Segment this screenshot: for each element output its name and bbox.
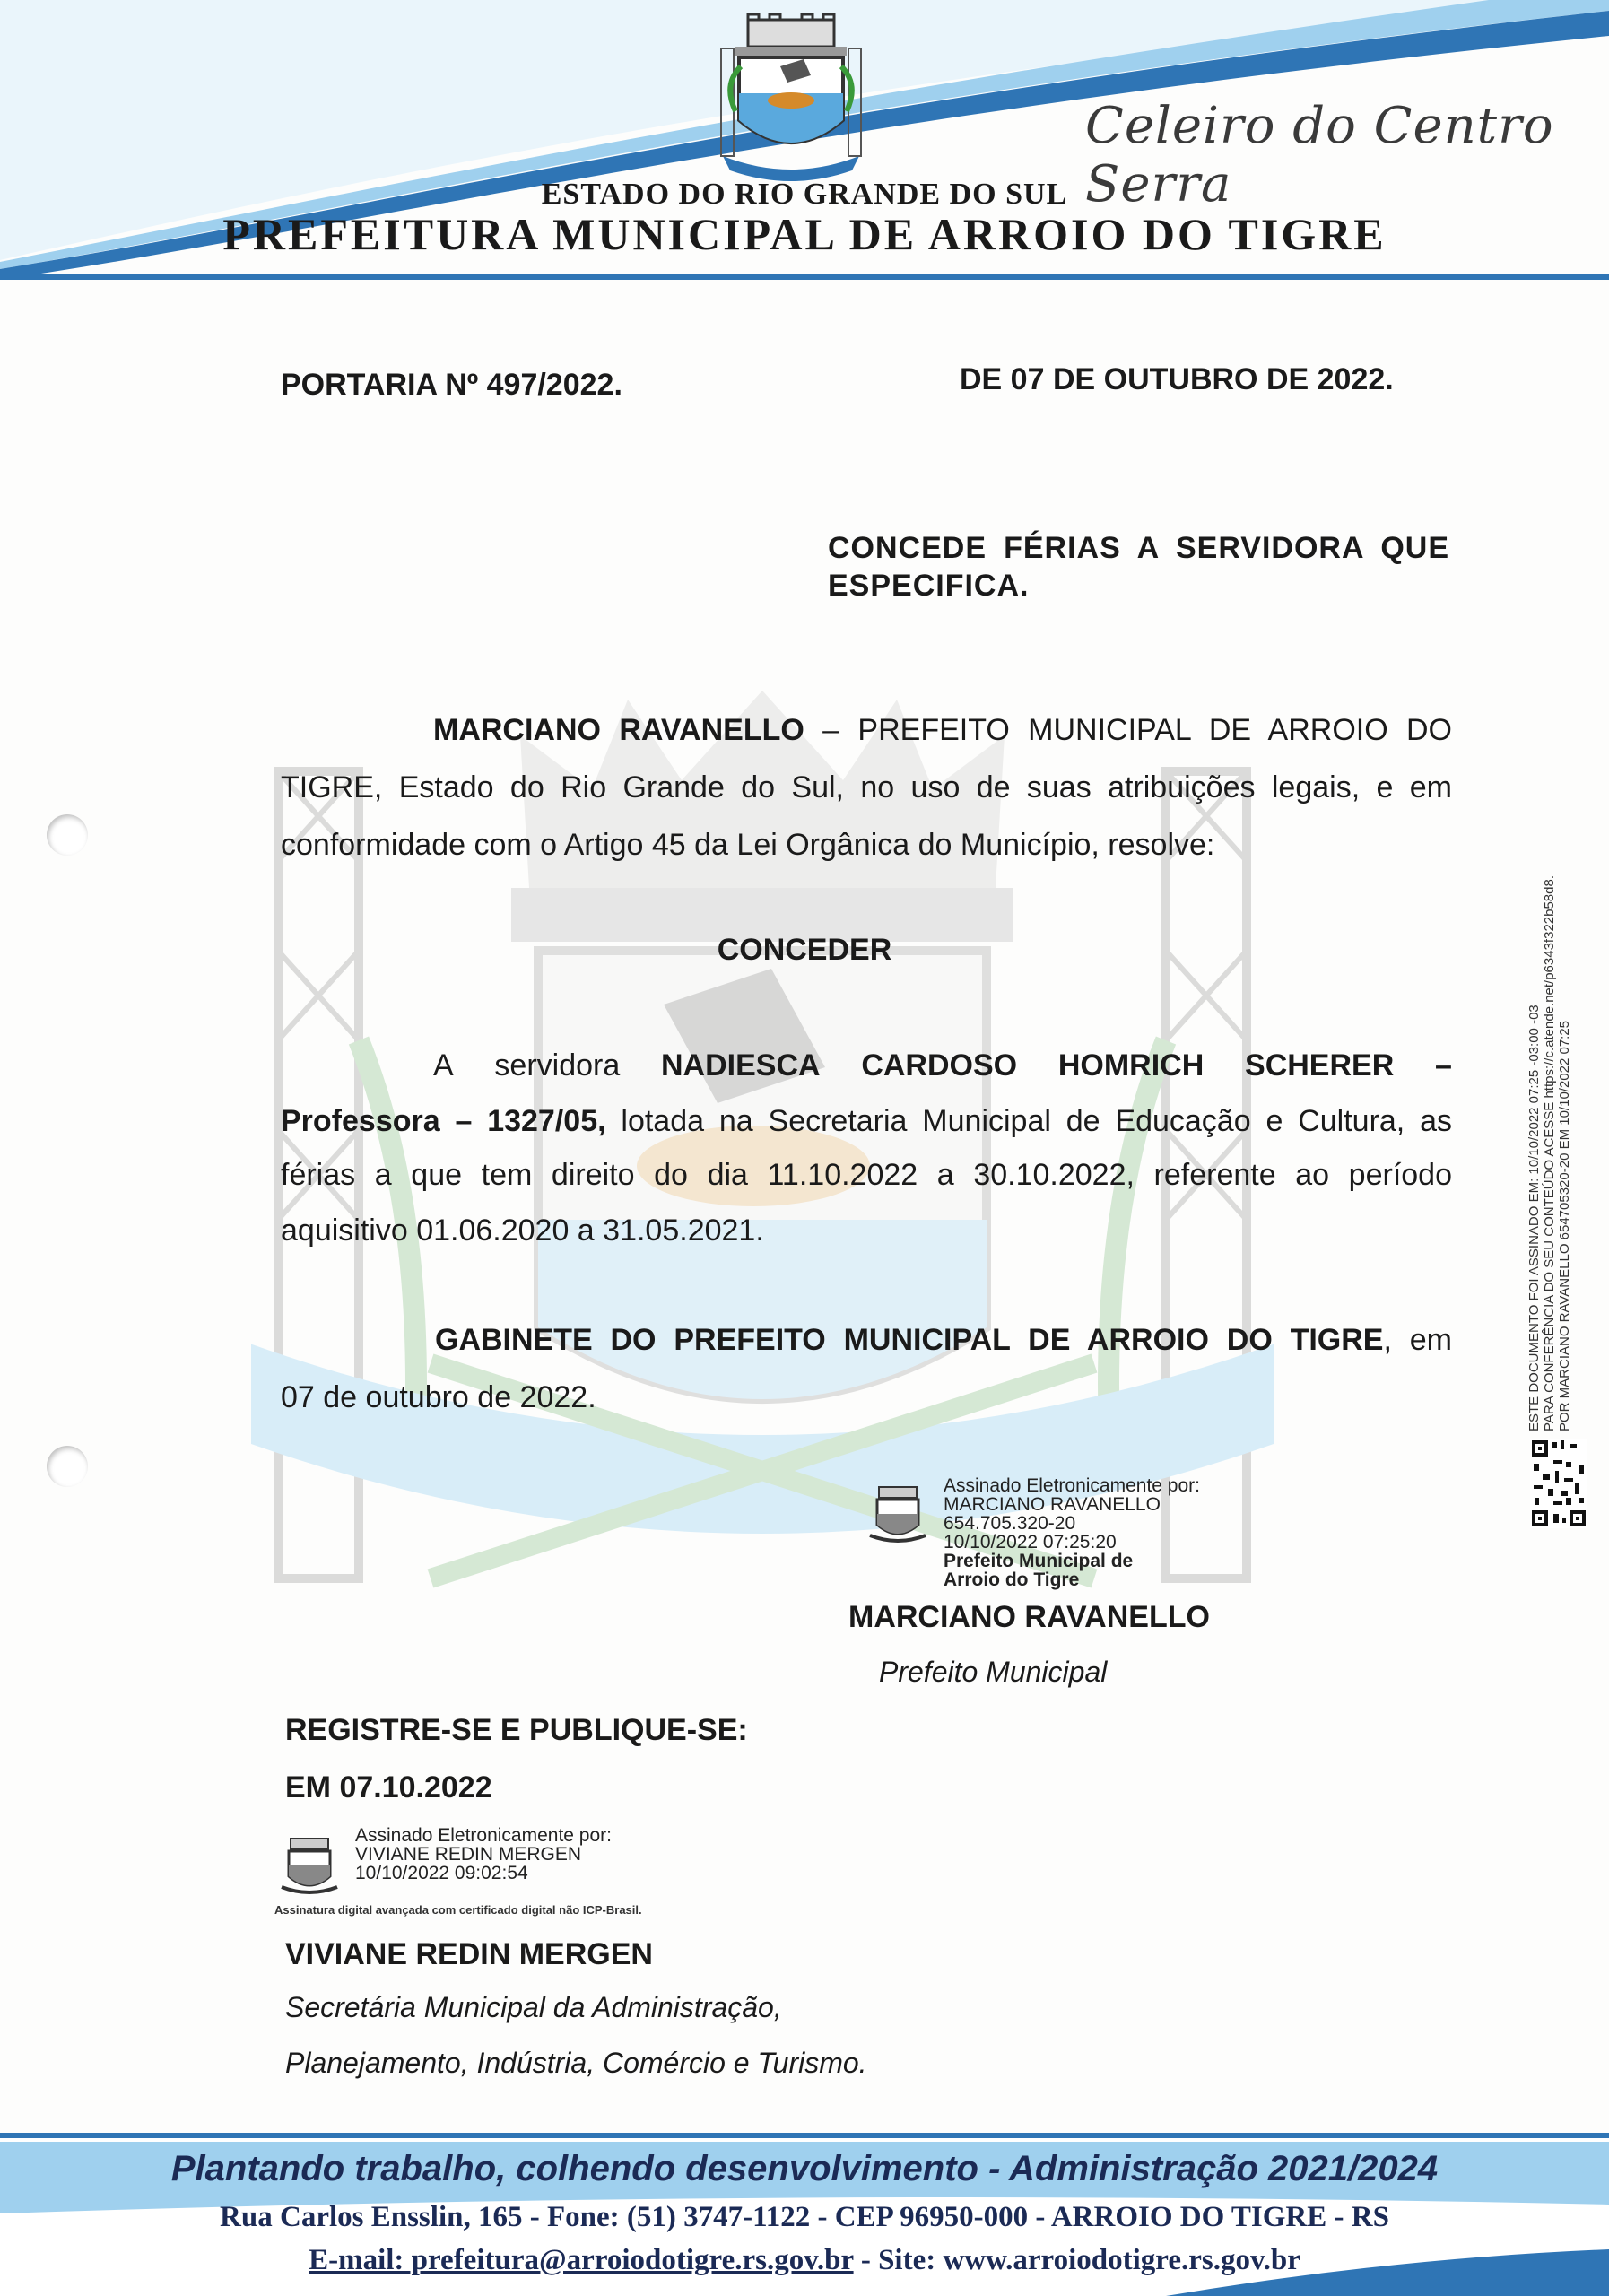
footer-address: Rua Carlos Ensslin, 165 - Fone: (51) 3747-1122 - CEP 96950-000 - ARROIO DO TIGRE - RS <box>220 2201 1389 2233</box>
servant-name-3: HOMRICH <box>1057 1048 1205 1083</box>
punch-hole-top <box>47 814 88 856</box>
verification-text <box>1526 875 1572 1431</box>
prefeitura-title: PREFEITURA MUNICIPAL DE ARROIO DO TIGRE <box>222 209 1387 259</box>
verification-line-3: POR MARCIANO RAVANELLO 654705320-20 EM 10/10/2022 07:25 <box>1557 1020 1572 1431</box>
registre-line-1: REGISTRE-SE E PUBLIQUE-SE: <box>285 1713 748 1747</box>
signature-2-note: Assinatura digital avançada com certificado digital não ICP-Brasil. <box>274 1903 642 1917</box>
body-line-1 <box>433 1037 1452 1094</box>
footer-slogan: Plantando trabalho, colhendo desenvolvimento - Administração 2021/2024 <box>170 2149 1439 2188</box>
secretary-role-2: Planejamento, Indústria, Comércio e Turismo. <box>285 2047 867 2079</box>
servant-name-1: NADIESCA <box>661 1048 821 1083</box>
footer-email-link[interactable]: E-mail: prefeitura@arroiodotigre.rs.gov.br <box>309 2244 854 2276</box>
mayor-printed-role: Prefeito Municipal <box>879 1656 1108 1688</box>
gabinete-rest: , em <box>1383 1323 1452 1357</box>
signature-1-role-2: Arroio do Tigre <box>944 1570 1080 1590</box>
municipal-crest <box>718 13 865 181</box>
body-line-4: aquisitivo 01.06.2020 a 31.05.2021. <box>281 1213 764 1248</box>
signature-2-stamp-icon <box>278 1835 341 1898</box>
signature-1-block <box>944 1476 1200 1589</box>
signature-1-label: Assinado Eletronicamente por: <box>944 1475 1200 1496</box>
servant-name-2: CARDOSO <box>861 1048 1018 1083</box>
signature-1-name: MARCIANO RAVANELLO <box>944 1494 1161 1515</box>
gabinete-line-1 <box>281 1311 1452 1369</box>
gabinete-line-2: 07 de outubro de 2022. <box>281 1380 596 1414</box>
verification-line-1: ESTE DOCUMENTO FOI ASSINADO EM: 10/10/2022 07:25 -03:00 -03 <box>1526 1004 1542 1431</box>
body-servidora: servidora <box>494 1048 621 1083</box>
secretary-printed-name: VIVIANE REDIN MERGEN <box>285 1937 653 1971</box>
ementa: CONCEDE FÉRIAS A SERVIDORA QUE ESPECIFICA. <box>828 531 1449 603</box>
body-line-2 <box>281 1092 1452 1150</box>
header-motto: Celeiro do Centro Serra <box>1085 97 1554 213</box>
signature-2-name: VIVIANE REDIN MERGEN <box>355 1844 582 1865</box>
portaria-date: DE 07 DE OUTUBRO DE 2022. <box>960 362 1394 396</box>
servant-dash: – <box>1435 1048 1452 1083</box>
intro-dash: – <box>804 713 858 747</box>
servant-role: Professora – 1327/05, <box>281 1104 606 1138</box>
body-role-rest: lotada na Secretaria Municipal de Educação e Cultura, as <box>605 1104 1452 1138</box>
body-a: A <box>433 1048 454 1083</box>
signature-stamp-icon <box>866 1483 929 1546</box>
signature-1-cpf: 654.705.320-20 <box>944 1513 1076 1534</box>
registre-line-2: EM 07.10.2022 <box>285 1770 492 1805</box>
secretary-role-1: Secretária Municipal da Administração, <box>285 1991 782 2023</box>
conceder-heading: CONCEDER <box>717 933 892 967</box>
signature-2-datetime: 10/10/2022 09:02:54 <box>355 1863 528 1883</box>
footer-contact <box>0 2244 1609 2277</box>
intro-rest: PREFEITO MUNICIPAL DE ARROIO DO <box>857 713 1452 747</box>
gabinete-bold: GABINETE DO PREFEITO MUNICIPAL DE ARROIO DO TIGRE <box>435 1323 1384 1357</box>
intro-line-3: conformidade com o Artigo 45 da Lei Orgânica do Município, resolve: <box>281 828 1215 862</box>
mayor-name: MARCIANO RAVANELLO <box>433 713 804 747</box>
mayor-printed-name: MARCIANO RAVANELLO <box>848 1600 1210 1634</box>
qr-code-icon[interactable] <box>1530 1439 1587 1528</box>
state-name: ESTADO DO RIO GRANDE DO SUL <box>541 178 1068 211</box>
verification-line-2: PARA CONFERÊNCIA DO SEU CONTEÚDO ACESSE https://c.atende.net/p6343f322b58d8. <box>1542 874 1557 1431</box>
signature-1-datetime: 10/10/2022 07:25:20 <box>944 1532 1117 1552</box>
footer-site[interactable]: - Site: www.arroiodotigre.rs.gov.br <box>853 2244 1300 2276</box>
signature-2-label: Assinado Eletronicamente por: <box>355 1825 612 1846</box>
punch-hole-bottom <box>47 1446 88 1487</box>
intro-line-2: TIGRE, Estado do Rio Grande do Sul, no uso de suas atribuições legais, e em <box>281 770 1452 804</box>
intro-line-1 <box>281 701 1452 759</box>
portaria-number: PORTARIA Nº 497/2022. <box>281 368 622 402</box>
body-line-3: férias a que tem direito do dia 11.10.2022 a 30.10.2022, referente ao período <box>281 1158 1452 1192</box>
signature-2-block <box>355 1826 612 1883</box>
signature-1-role-1: Prefeito Municipal de <box>944 1551 1134 1571</box>
servant-name-4: SCHERER <box>1245 1048 1395 1083</box>
